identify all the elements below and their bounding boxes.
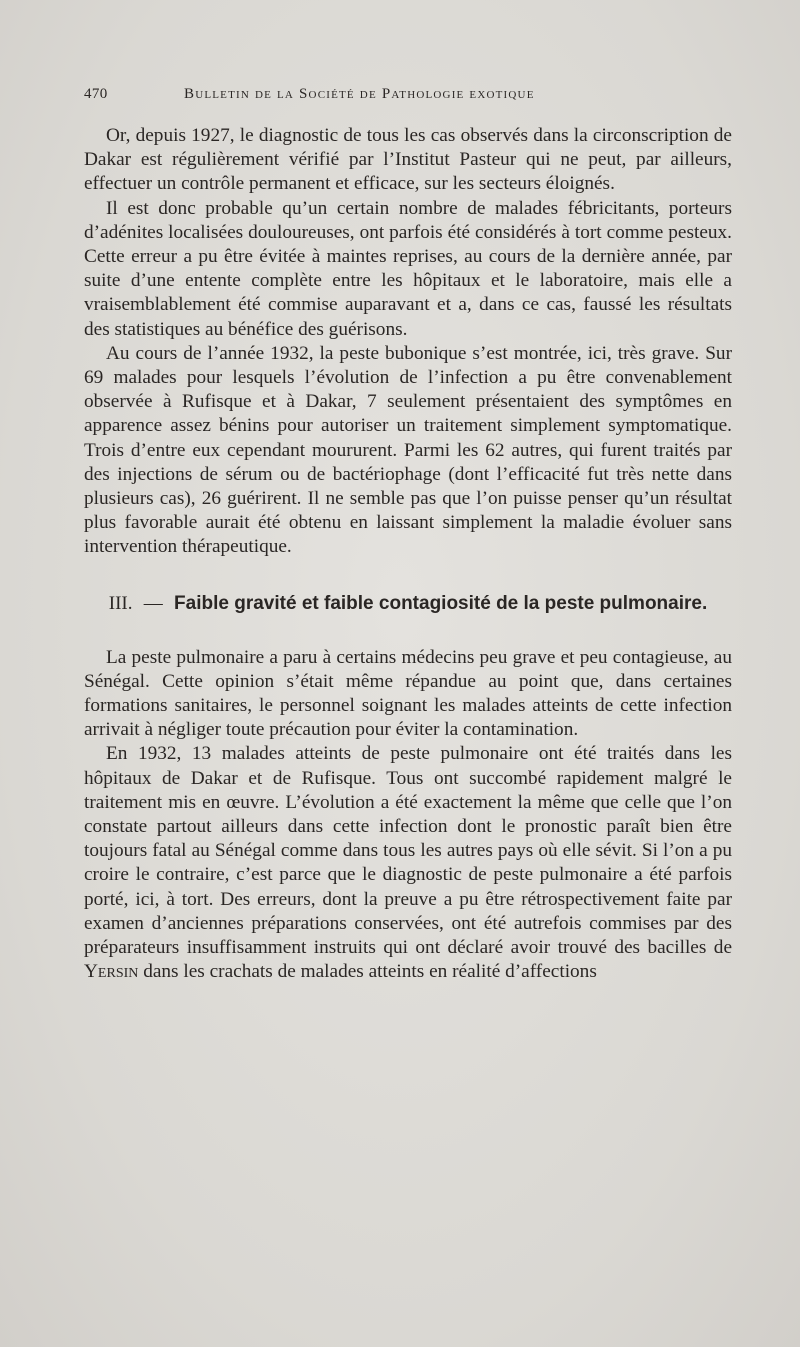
paragraph: Or, depuis 1927, le diagnostic de tous les cas observés dans la circonscription de Dakar est régulièrement vérifié par l’Institut Pasteur qui ne peut, par ailleurs, effectuer un contrôle permanent et efficace, sur les secteurs éloignés.: [84, 125, 732, 195]
paragraph: [84, 742, 732, 984]
running-title: Bulletin de la Société de Pathologie exotique: [184, 86, 535, 102]
section-dash: —: [143, 592, 163, 614]
paragraph: La peste pulmonaire a paru à certains médecins peu grave et peu contagieuse, au Sénégal. Cette opinion s’était même répandue au point que, dans certaines formations sanitaires, le personnel soignant les malades atteints de cette infection arrivait à négliger toute précaution pour éviter la contamination.: [84, 646, 732, 741]
main-text: [84, 124, 732, 985]
section-title: Faible gravité et faible contagiosité de la peste pulmonaire.: [174, 592, 708, 614]
section-heading: [84, 591, 732, 616]
author-name: Yersin: [84, 961, 139, 983]
paragraph: Il est donc probable qu’un certain nombre de malades fébricitants, porteurs d’adénites localisées douloureuses, ont parfois été considérés à tort comme pesteux. Cette erreur a pu être évitée à maintes reprises, au cours de la dernière année, par suite d’une entente complète entre les hôpitaux et le laboratoire, mais elle a vraisemblablement été commise auparavant et a, dans ce cas, faussé les résultats des statistiques au bénéfice des guérisons.: [84, 197, 732, 340]
paragraph-text: En 1932, 13 malades atteints de peste pulmonaire ont été traités dans les hôpitaux de Dakar et de Rufisque. Tous ont succombé rapidement malgré le traitement mis en œuvre. L’évolution a été exactement la même que celle que l’on constate partout ailleurs dans cette infection dont le pronostic paraît bien être toujours fatal au Sénégal comme dans tous les autres pays où elle sévit. Si l’on a pu croire le contraire, c’est parce que le diagnostic de peste pulmonaire a été parfois porté, ici, à tort. Des erreurs, dont la preuve a pu être rétrospectivement faite par examen d’anciennes préparations conservées, ont été autrefois commises par des préparateurs insuffisamment instruits qui ont déclaré avoir trouvé des bacilles de: [84, 743, 732, 959]
paragraph: Au cours de l’année 1932, la peste bubonique s’est montrée, ici, très grave. Sur 69 malades pour lesquels l’évolution de l’infection a pu être convenablement observée à Rufisque et à Dakar, 7 seulement présentaient des symptômes en apparence assez bénins pour autoriser un traitement simplement symptomatique. Trois d’entre eux cependant moururent. Parmi les 62 autres, qui furent traités par des injections de sérum ou de bactériophage (dont l’efficacité fut très nette dans plusieurs cas), 26 guérirent. Il ne semble pas que l’on puisse penser qu’un résultat plus favorable aurait été obtenu en laissant simplement la maladie évoluer sans intervention thérapeutique.: [84, 342, 732, 558]
paragraph-text: dans les crachats de malades atteints en réalité d’affections: [143, 961, 597, 983]
section-number: III.: [108, 592, 133, 614]
page-number: 470: [84, 86, 108, 102]
